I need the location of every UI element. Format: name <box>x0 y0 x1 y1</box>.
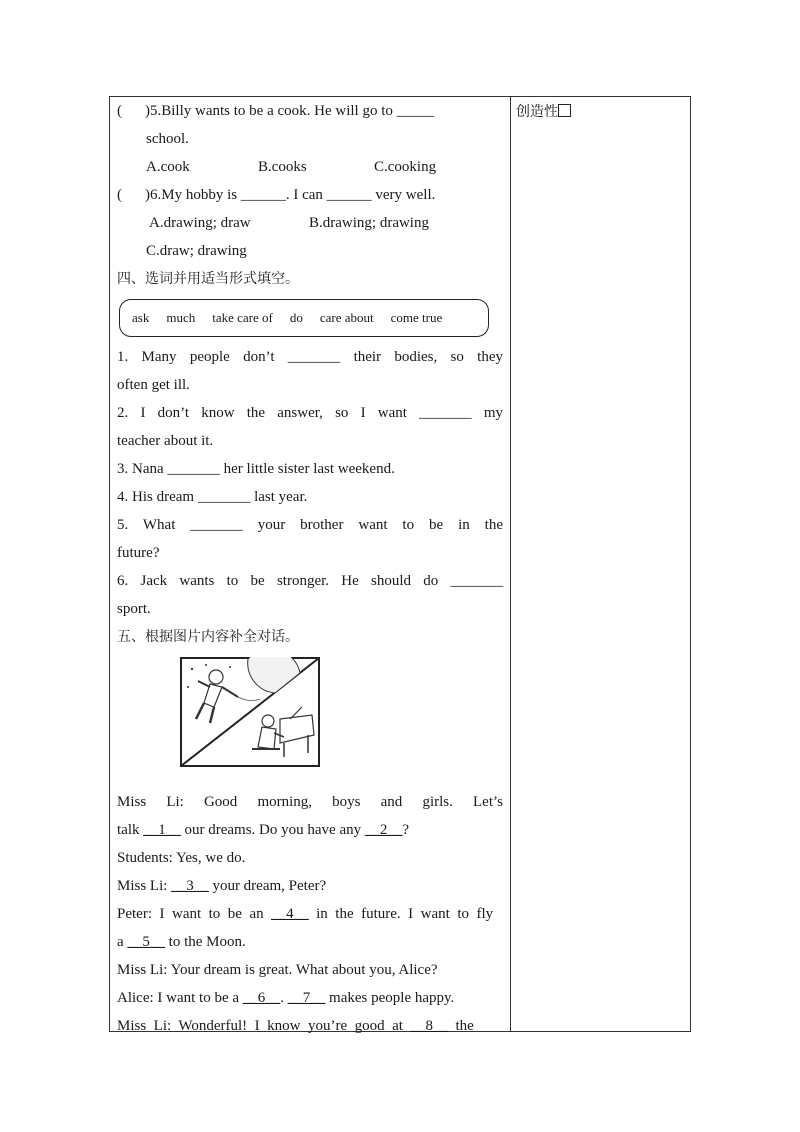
question-6-stem: )6.My hobby is ______. I can ______ very well. <box>145 187 436 203</box>
word-bank-item: much <box>166 310 196 325</box>
dialogue-line-1: Miss Li: Good morning, boys and girls. Let’s <box>117 794 503 810</box>
notes-column <box>516 101 686 121</box>
dream-picture <box>180 657 320 767</box>
blank-6: __6__ <box>242 990 281 1006</box>
dialogue-line-2: talk __1__ our dreams. Do you have any __2__? <box>117 822 410 838</box>
blank-4: __4__ <box>271 906 309 922</box>
dialogue-line-9: Miss Li: Wonderful! I know you’re good at __8__ the <box>117 1018 474 1034</box>
dialogue-line-6: a __5__ to the Moon. <box>117 934 246 950</box>
fill-item-2-cont: teacher about it. <box>117 433 214 449</box>
blank-1: __1__ <box>143 822 181 838</box>
fill-item-6: 6. Jack wants to be stronger. He should do _______ <box>117 573 503 589</box>
fill-item-5-cont: future? <box>117 545 160 561</box>
checkbox-icon[interactable] <box>558 104 571 117</box>
dialogue-line-7: Miss Li: Your dream is great. What about you, Alice? <box>117 962 438 978</box>
section-4-heading: 四、选词并用适当形式填空。 <box>117 271 299 287</box>
question-5: ( )5.Billy wants to be a cook. He will go to _____ <box>117 103 435 119</box>
dialogue-line-3: Students: Yes, we do. <box>117 850 246 866</box>
word-bank <box>119 299 489 337</box>
word-bank-item: ask <box>132 310 150 325</box>
question-6-options-ab <box>117 209 503 237</box>
dialogue-line-5: Peter: I want to be an __4__ in the future. I want to fly <box>117 906 494 922</box>
blank-7: __7__ <box>287 990 326 1006</box>
blank-5: __5__ <box>127 934 165 950</box>
question-6: ( )6.My hobby is ______. I can ______ very well. <box>117 187 436 203</box>
fill-item-6-cont: sport. <box>117 601 151 617</box>
word-bank-item: take care of <box>212 310 273 325</box>
blank-3: __3__ <box>171 878 209 894</box>
blank-2: __2__ <box>364 822 403 838</box>
fill-item-1: 1. Many people don’t _______ their bodies, so they <box>117 349 503 365</box>
fill-item-2: 2. I don’t know the answer, so I want _______ my <box>117 405 503 421</box>
word-bank-item: do <box>289 310 303 325</box>
option-a: A.cook <box>146 159 190 175</box>
option-a: A.drawing; draw <box>149 215 251 231</box>
worksheet-table <box>109 96 691 1032</box>
column-divider <box>510 97 511 1031</box>
fill-item-1-cont: often get ill. <box>117 377 190 393</box>
question-6-option-c: C.draw; drawing <box>146 243 247 259</box>
section-5-heading: 五、根据图片内容补全对话。 <box>117 629 299 645</box>
word-bank-item: care about <box>319 310 374 325</box>
word-bank-item: come true <box>390 310 443 325</box>
option-c: C.cooking <box>374 159 437 175</box>
option-b: B.drawing; drawing <box>309 215 429 231</box>
question-5-cont: school. <box>146 131 189 147</box>
question-5-stem: )5.Billy wants to be a cook. He will go to _____ <box>145 103 435 119</box>
option-b: B.cooks <box>258 159 307 175</box>
fill-item-4: 4. His dream _______ last year. <box>117 489 308 505</box>
exercise-column <box>117 97 503 1040</box>
fill-item-3: 3. Nana _______ her little sister last weekend. <box>117 461 395 477</box>
blank-8: __8__ <box>410 1018 448 1034</box>
question-5-options <box>117 153 503 181</box>
dialogue-line-4: Miss Li: __3__ your dream, Peter? <box>117 878 327 894</box>
fill-item-5: 5. What _______ your brother want to be in the <box>117 517 503 533</box>
dialogue-line-8: Alice: I want to be a __6__. __7__ makes people happy. <box>117 990 455 1006</box>
creativity-label: 创造性 <box>516 104 558 120</box>
